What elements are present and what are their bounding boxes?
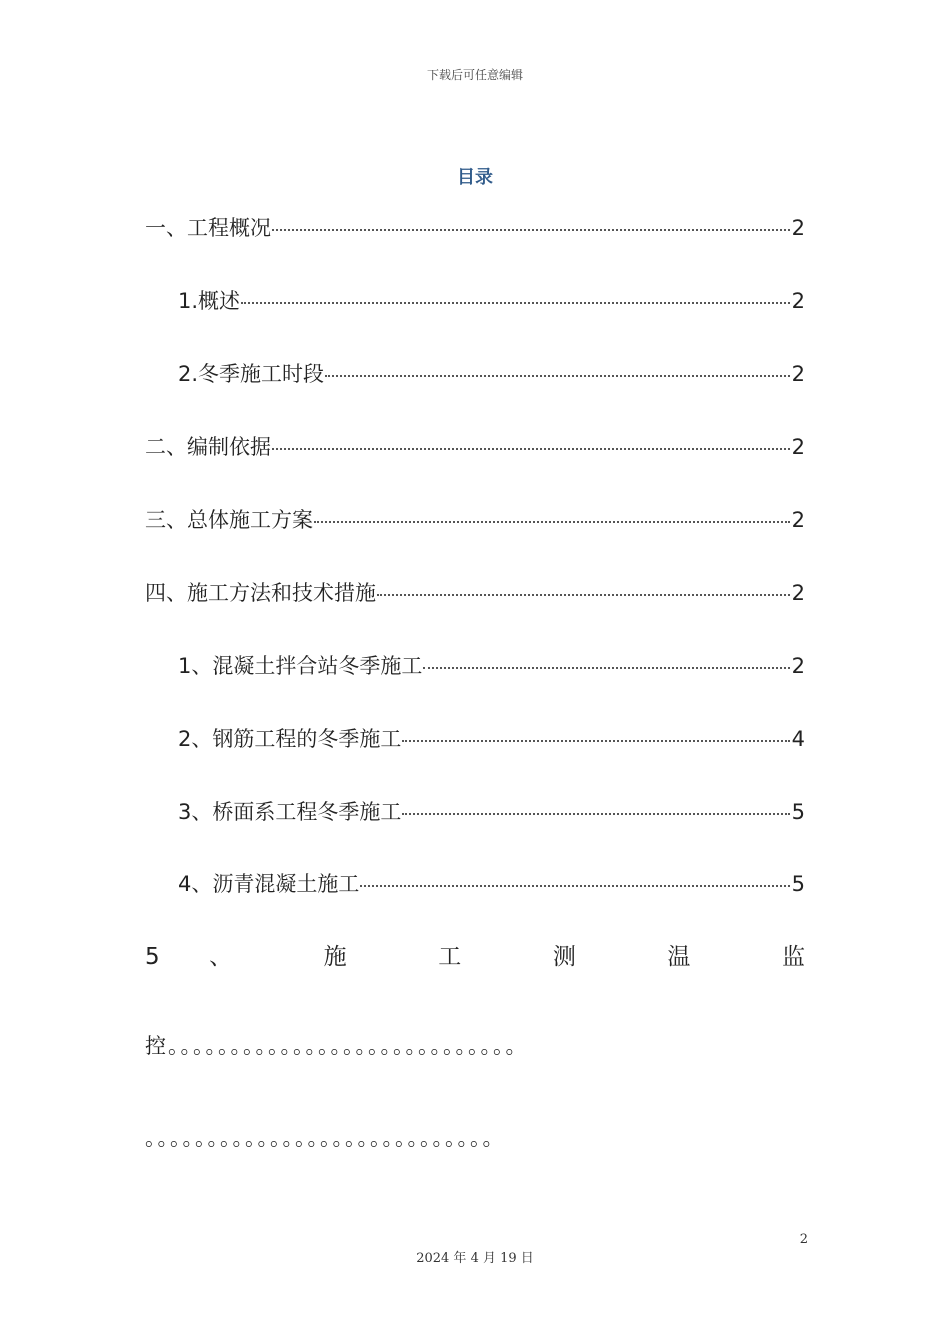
toc-dot-leader	[272, 227, 790, 231]
toc-dot-leader	[402, 738, 789, 742]
toc-entry-label: 2、钢筋工程的冬季施工	[178, 727, 402, 751]
page-number: 2	[799, 1232, 808, 1247]
toc-title: 目录	[457, 167, 493, 188]
toc-dot-leader	[272, 446, 790, 450]
toc-entry-temperature-monitoring-line3: 。。。。。。。。。。。。。。。。。。。。。。。。。。。。	[145, 1126, 506, 1150]
toc-entry-label: 1、混凝土拌合站冬季施工	[178, 654, 423, 678]
toc-entry-label: 四、施工方法和技术措施	[145, 581, 376, 605]
toc-page-number: 5	[791, 872, 805, 896]
toc-entry-temperature-monitoring-line1[interactable]: 5 、 施 工 测 温 监	[145, 944, 805, 970]
toc-entry-asphalt[interactable]	[178, 869, 805, 899]
toc-entry-rebar[interactable]	[178, 724, 805, 754]
toc-dot-leader	[241, 300, 790, 304]
toc-page-number: 4	[791, 727, 805, 751]
toc-entry-winter-period[interactable]	[178, 359, 805, 389]
toc-page-number: 2	[791, 435, 805, 459]
toc-entry-basis[interactable]	[145, 432, 805, 462]
toc-dot-leader	[423, 665, 789, 669]
toc-page-number: 2	[791, 289, 805, 313]
toc-dot-leader	[360, 883, 789, 887]
page-header: 下载后可任意编辑	[426, 68, 523, 82]
toc-entry-label: 4、沥青混凝土施工	[178, 872, 360, 896]
toc-entry-overview[interactable]	[178, 286, 805, 316]
toc-page-number: 2	[791, 508, 805, 532]
toc-entry-overall-plan[interactable]	[145, 505, 805, 535]
toc-entry-engineering-overview[interactable]	[145, 213, 805, 243]
toc-page-number: 2	[791, 654, 805, 678]
toc-page-number: 2	[791, 362, 805, 386]
toc-dot-leader	[377, 592, 790, 596]
toc-entry-label: 三、总体施工方案	[145, 508, 313, 532]
toc-dot-leader	[314, 519, 790, 523]
toc-entry-methods[interactable]	[145, 578, 805, 608]
toc-entry-label: 2.冬季施工时段	[178, 362, 325, 386]
toc-entry-label: 3、桥面系工程冬季施工	[178, 800, 402, 824]
toc-page-number: 2	[791, 581, 805, 605]
toc-entry-deck-system[interactable]	[178, 797, 805, 827]
toc-dot-leader	[325, 373, 790, 377]
toc-page-number: 2	[791, 216, 805, 240]
toc-entry-mixing-station[interactable]	[178, 651, 805, 681]
toc-dot-leader	[402, 811, 789, 815]
footer-date: 2024 年 4 月 19 日	[416, 1251, 534, 1266]
toc-entry-label: 二、编制依据	[145, 435, 271, 459]
toc-entry-label: 1.概述	[178, 289, 241, 313]
toc-entry-label: 一、工程概况	[145, 216, 271, 240]
toc-entry-temperature-monitoring-line2: 控。。。。。。。。。。。。。。。。。。。。。。。。。。。。	[145, 1034, 529, 1058]
toc-page-number: 5	[791, 800, 805, 824]
